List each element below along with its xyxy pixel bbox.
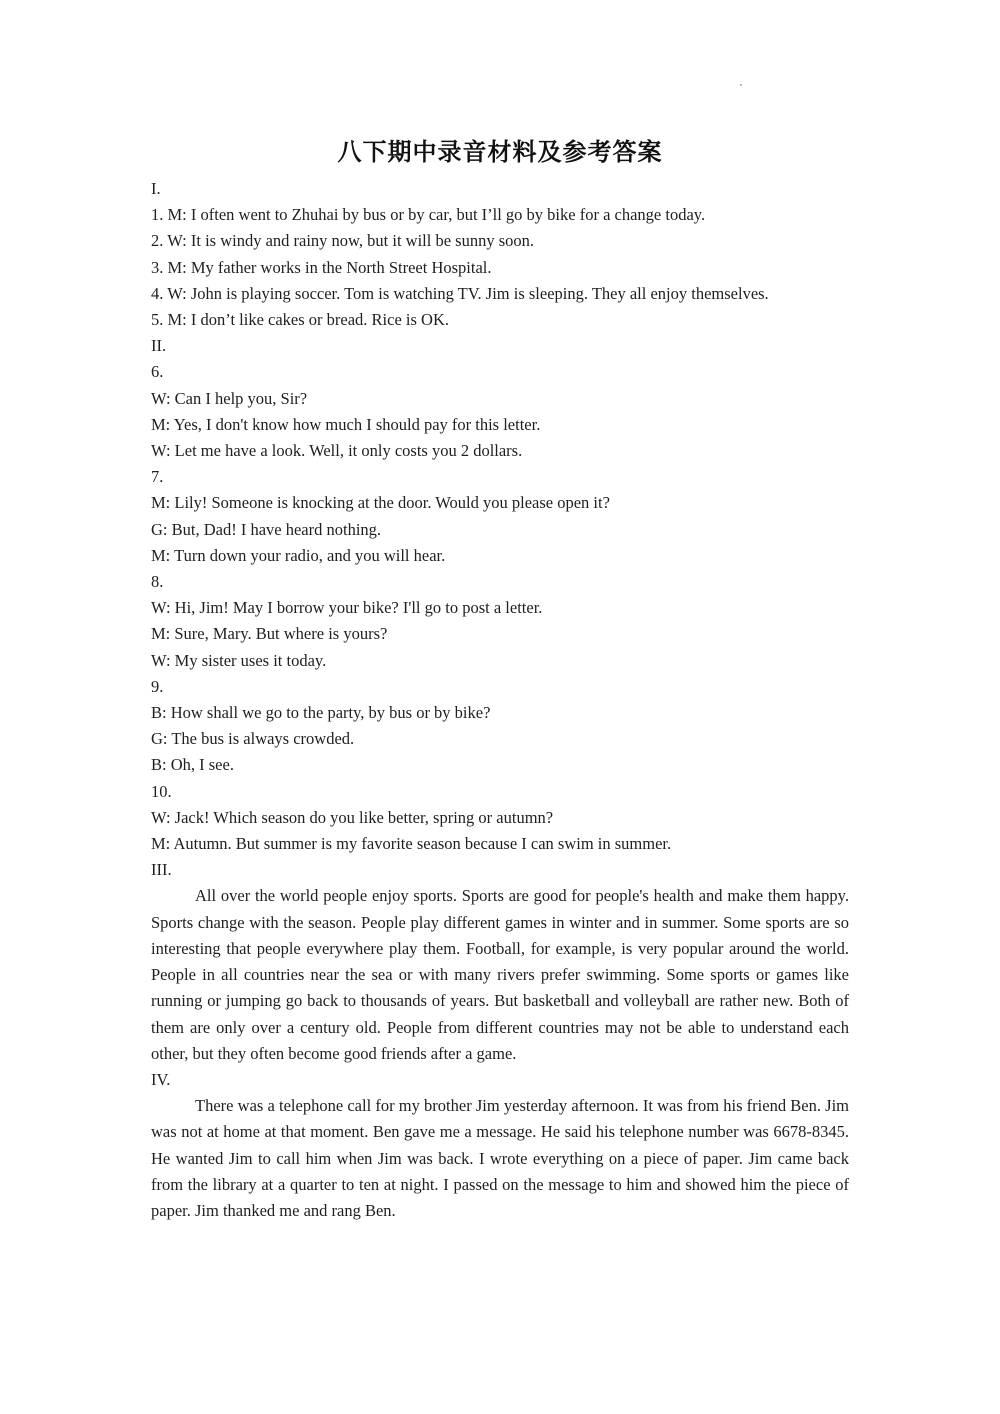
dialog-line: B: Oh, I see. — [151, 755, 234, 775]
section-4-heading: IV. — [151, 1069, 171, 1089]
dialog-line: M: Lily! Someone is knocking at the door. Would you please open it? — [151, 493, 610, 513]
dialog-number: 8. — [151, 572, 164, 592]
dialog-number: 7. — [151, 467, 164, 487]
section-1-item: 5. M: I don’t like cakes or bread. Rice is OK. — [151, 310, 449, 330]
dialog-line: G: But, Dad! I have heard nothing. — [151, 519, 382, 539]
dialog-line: W: Jack! Which season do you like better, spring or autumn? — [151, 807, 554, 827]
section-1-item: 2. W: It is windy and rainy now, but it will be sunny soon. — [151, 231, 534, 251]
dialog-number: 9. — [151, 676, 164, 696]
section-1-heading: I. — [151, 179, 161, 198]
dialog-line: M: Autumn. But summer is my favorite season because I can swim in summer. — [151, 834, 672, 854]
page-title: 八下期中录音材料及参考答案 — [337, 138, 663, 166]
section-3-heading: III. — [151, 860, 172, 880]
section-2-heading: II. — [151, 336, 167, 356]
section-3-passage: All over the world people enjoy sports. Sports are good for people's health and make them happy. Sports change with the season. People play different games in winter and in summer. Some sports are so interesting that people everywhere play them. Football, for example, is very popular around the world. People in all countries near the sea or with many rivers prefer swimming. Some sports or games like running or jumping go back to thousands of years. But basketball and volleyball are rather new. Both of them are only over a century old. People from different countries may not be able to understand each other, but they often become good friends after a game. — [151, 886, 849, 1063]
dialog-line: M: Yes, I don't know how much I should pay for this letter. — [151, 414, 541, 434]
dialog-line: W: Hi, Jim! May I borrow your bike? I'll go to post a letter. — [151, 598, 543, 618]
dialog-line: W: Can I help you, Sir? — [151, 388, 308, 408]
section-1-item: 4. W: John is playing soccer. Tom is watching TV. Jim is sleeping. They all enjoy themselves. — [151, 283, 769, 303]
dialog-line: B: How shall we go to the party, by bus or by bike? — [151, 703, 491, 723]
dialog-number: 10. — [151, 781, 172, 801]
dialog-line: W: My sister uses it today. — [151, 650, 327, 670]
dialog-line: G: The bus is always crowded. — [151, 729, 355, 749]
document-body — [151, 176, 849, 1224]
section-1-item: 3. M: My father works in the North Street Hospital. — [151, 257, 492, 277]
dialog-line: M: Turn down your radio, and you will hear. — [151, 545, 446, 565]
scan-speck — [740, 84, 742, 86]
section-4-passage: There was a telephone call for my brother Jim yesterday afternoon. It was from his friend Ben. Jim was not at home at that moment. Ben gave me a message. He said his telephone number was 6678-8345. He wanted Jim to call him when Jim was back. I wrote everything on a piece of paper. Jim came back from the library at a quarter to ten at night. I passed on the message to him and showed him the piece of paper. Jim thanked me and rang Ben. — [151, 1096, 849, 1220]
dialog-number: 6. — [151, 362, 164, 382]
dialog-line: W: Let me have a look. Well, it only costs you 2 dollars. — [151, 441, 523, 461]
dialog-line: M: Sure, Mary. But where is yours? — [151, 624, 388, 644]
section-1-item: 1. M: I often went to Zhuhai by bus or by car, but I’ll go by bike for a change today. — [151, 205, 706, 225]
